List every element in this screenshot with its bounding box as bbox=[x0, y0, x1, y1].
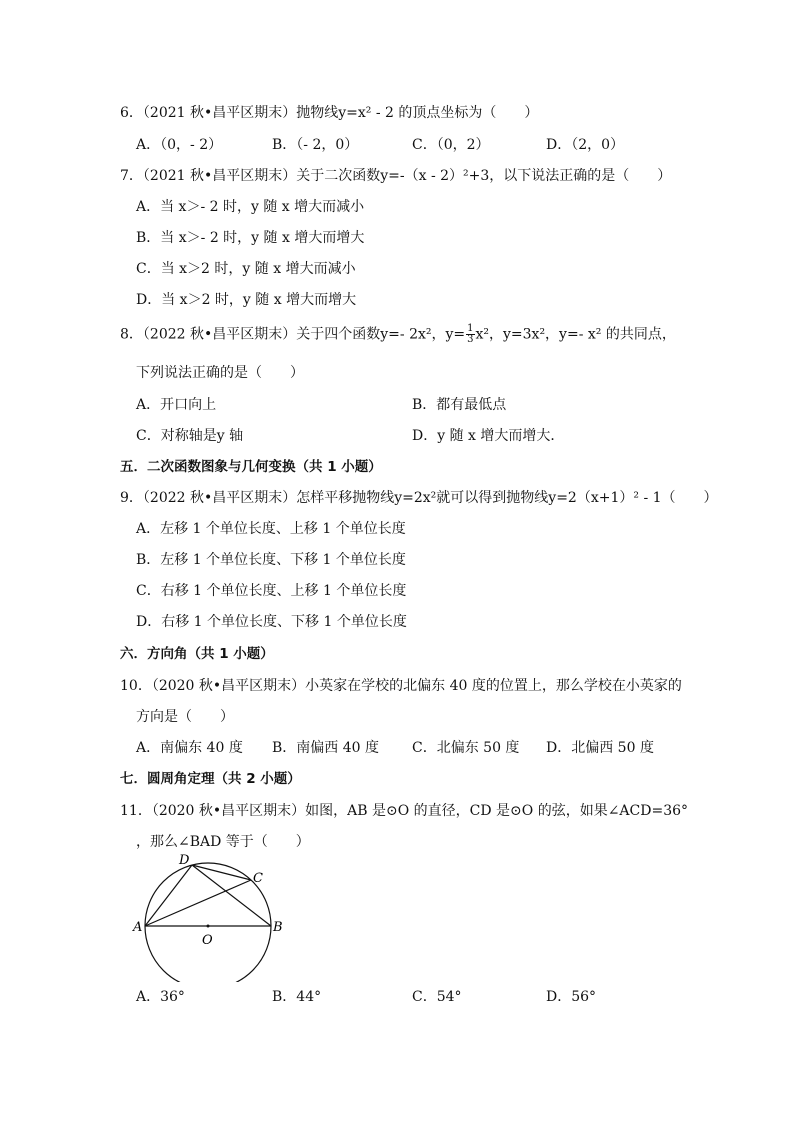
q6-option-d: D．（2，0） bbox=[546, 137, 625, 153]
q6-option-a: A．（0，- 2） bbox=[136, 137, 223, 153]
chord-ad bbox=[145, 865, 192, 926]
q11-option-d: D．56° bbox=[546, 989, 597, 1005]
q9-option-d: D．右移 1 个单位长度、下移 1 个单位长度 bbox=[136, 614, 407, 630]
q10-stem-line2: 方向是（ ） bbox=[136, 709, 234, 725]
center-dot bbox=[207, 925, 210, 928]
q11-option-a: A．36° bbox=[136, 989, 185, 1005]
q8-fraction bbox=[466, 324, 474, 345]
q10-option-b: B．南偏西 40 度 bbox=[272, 740, 380, 756]
label-o: O bbox=[202, 933, 213, 948]
q8-stem-before: 8．（2022 秋•昌平区期末）关于四个函数y=- 2x²，y= bbox=[120, 326, 466, 343]
section-7-heading: 七．圆周角定理（共 2 小题） bbox=[120, 771, 301, 787]
q11-stem-line2: ，那么∠BAD 等于（ ） bbox=[136, 834, 310, 850]
label-b: B bbox=[273, 920, 283, 935]
label-c: C bbox=[253, 871, 263, 886]
q10-option-a: A．南偏东 40 度 bbox=[136, 740, 243, 756]
q7-stem: 7．（2021 秋•昌平区期末）关于二次函数y=-（x - 2）²+3，以下说法正确的是（ ） bbox=[120, 168, 672, 184]
q9-option-c: C．右移 1 个单位长度、上移 1 个单位长度 bbox=[136, 583, 407, 599]
section-5-heading: 五．二次函数图象与几何变换（共 1 小题） bbox=[120, 459, 382, 475]
q8-stem bbox=[120, 324, 676, 345]
q6-option-b: B．（- 2，0） bbox=[272, 137, 359, 153]
q11-option-c: C．54° bbox=[412, 989, 462, 1005]
q11-circle-figure bbox=[130, 852, 290, 982]
q7-option-d: D．当 x＞2 时，y 随 x 增大而增大 bbox=[136, 292, 357, 308]
q11-option-b: B．44° bbox=[272, 989, 322, 1005]
q9-option-a: A．左移 1 个单位长度、上移 1 个单位长度 bbox=[136, 521, 406, 537]
q8-stem-after: x²，y=3x²，y=- x² 的共同点， bbox=[475, 326, 676, 343]
q8-option-d: D．y 随 x 增大而增大． bbox=[412, 428, 565, 444]
q7-option-a: A．当 x＞- 2 时，y 随 x 增大而减小 bbox=[136, 199, 365, 215]
q8-fraction-denominator: 3 bbox=[467, 334, 474, 345]
q7-option-c: C．当 x＞2 时，y 随 x 增大而减小 bbox=[136, 261, 356, 277]
q8-option-a: A．开口向上 bbox=[136, 397, 217, 413]
label-a: A bbox=[133, 920, 143, 935]
q8-option-b: B．都有最低点 bbox=[412, 397, 507, 413]
q7-option-b: B．当 x＞- 2 时，y 随 x 增大而增大 bbox=[136, 230, 365, 246]
q9-option-b: B．左移 1 个单位长度、下移 1 个单位长度 bbox=[136, 552, 406, 568]
q9-stem: 9．（2022 秋•昌平区期末）怎样平移抛物线y=2x²就可以得到抛物线y=2（x+1）² - 1（ ） bbox=[120, 490, 718, 506]
q10-option-c: C．北偏东 50 度 bbox=[412, 740, 520, 756]
q6-option-c: C．（0，2） bbox=[412, 137, 490, 153]
q10-option-d: D．北偏西 50 度 bbox=[546, 740, 654, 756]
chord-ac bbox=[145, 880, 251, 926]
q8-stem-line2: 下列说法正确的是（ ） bbox=[136, 365, 304, 381]
q11-stem: 11．（2020 秋•昌平区期末）如图，AB 是⊙O 的直径，CD 是⊙O 的弦，如果∠ACD=36° bbox=[120, 803, 689, 819]
section-6-heading: 六．方向角（共 1 小题） bbox=[120, 646, 274, 662]
q6-stem: 6．（2021 秋•昌平区期末）抛物线y=x² - 2 的顶点坐标为（ ） bbox=[120, 105, 539, 121]
label-d: D bbox=[179, 853, 190, 868]
q8-option-c: C．对称轴是y 轴 bbox=[136, 428, 244, 444]
q10-stem: 10．（2020 秋•昌平区期末）小英家在学校的北偏东 40 度的位置上，那么学校在小英家的 bbox=[120, 678, 682, 694]
q8-fraction-numerator: 1 bbox=[467, 323, 474, 334]
